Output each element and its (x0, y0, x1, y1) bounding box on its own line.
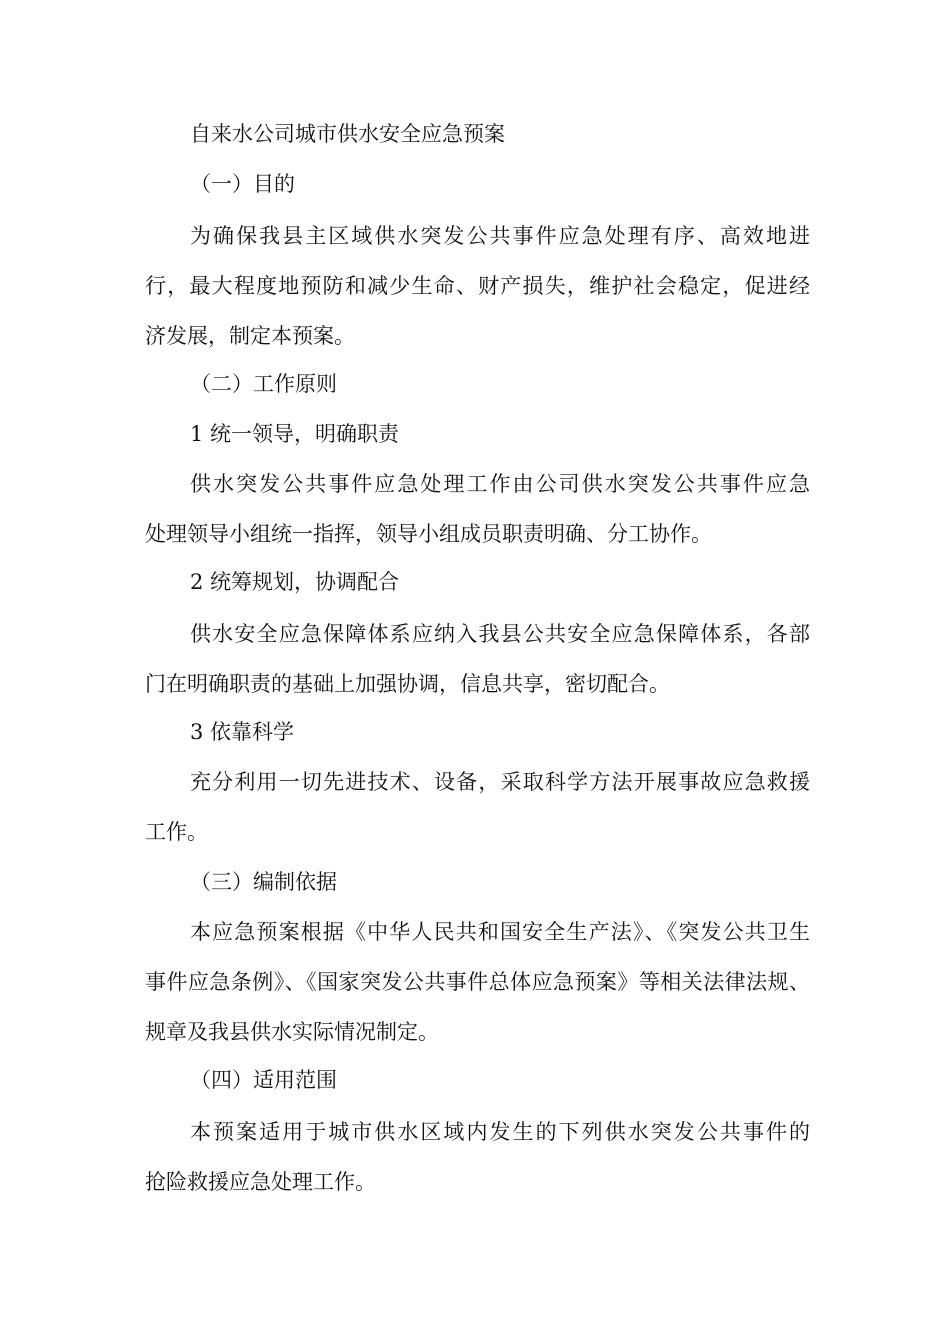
paragraph-line: 规章及我县供水实际情况制定。 (145, 1020, 439, 1044)
section-heading-basis: （三）编制依据 (190, 870, 337, 894)
paragraph-line: 门在明确职责的基础上加强协调，信息共享，密切配合。 (145, 672, 670, 696)
paragraph-line: 充分利用一切先进技术、设备，采取科学方法开展事故应急救援 (190, 770, 810, 794)
paragraph-line: 供水安全应急保障体系应纳入我县公共安全应急保障体系，各部 (190, 622, 810, 646)
section-heading-scope: （四）适用范围 (190, 1068, 337, 1092)
subheading-line: 2 统筹规划，协调配合 (190, 570, 400, 594)
paragraph-line: 为确保我县主区域供水突发公共事件应急处理有序、高效地进 (190, 224, 810, 248)
paragraph-line: 事件应急条例》、《国家突发公共事件总体应急预案》等相关法律法规、 (145, 970, 810, 994)
paragraph-line: 本应急预案根据《中华人民共和国安全生产法》、《突发公共卫生 (190, 920, 810, 944)
paragraph-line: 工作。 (145, 820, 208, 844)
paragraph-line: 济发展，制定本预案。 (145, 324, 355, 348)
paragraph-line: 抢险救援应急处理工作。 (145, 1170, 376, 1194)
subheading-line: 3 依靠科学 (190, 720, 295, 744)
section-heading-purpose: （一）目的 (190, 172, 295, 196)
paragraph-line: 供水突发公共事件应急处理工作由公司供水突发公共事件应急 (190, 472, 810, 496)
paragraph-line: 处理领导小组统一指挥，领导小组成员职责明确、分工协作。 (145, 522, 712, 546)
document-title: 自来水公司城市供水安全应急预案 (190, 122, 505, 146)
subheading-line: 1 统一领导，明确职责 (190, 422, 400, 446)
paragraph-line: 行，最大程度地预防和减少生命、财产损失，维护社会稳定，促进经 (145, 274, 810, 298)
section-heading-principles: （二）工作原则 (190, 372, 337, 396)
paragraph-line: 本预案适用于城市供水区域内发生的下列供水突发公共事件的 (190, 1120, 810, 1144)
